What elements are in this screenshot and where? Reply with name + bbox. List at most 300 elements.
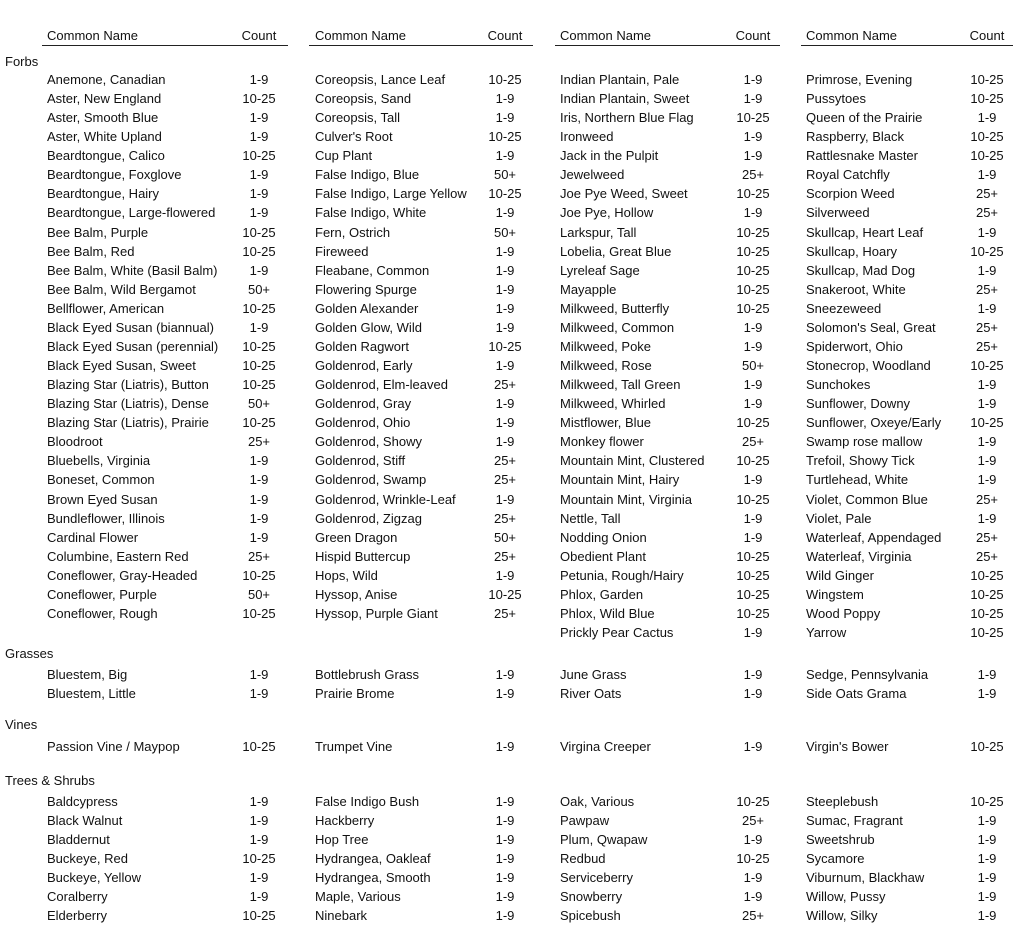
plant-common-name: Virgin's Bower bbox=[806, 739, 889, 754]
plant-common-name: Jewelweed bbox=[560, 167, 625, 183]
plant-count: 1-9 bbox=[977, 396, 997, 412]
plant-count: 10-25 bbox=[736, 300, 770, 316]
plant-common-name: Milkweed, Whirled bbox=[560, 396, 666, 412]
plant-common-name: Goldenrod, Stiff bbox=[315, 453, 406, 469]
plant-count: 10-25 bbox=[242, 377, 276, 393]
plant-common-name: Goldenrod, Swamp bbox=[315, 472, 427, 488]
plant-count: 1-9 bbox=[249, 110, 269, 126]
plant-count: 25+ bbox=[975, 281, 999, 297]
plant-common-name: Bee Balm, Wild Bergamot bbox=[47, 281, 196, 297]
column-header-count: Count bbox=[241, 28, 277, 43]
plant-count: 1-9 bbox=[495, 739, 515, 754]
plant-count: 25+ bbox=[247, 548, 271, 564]
plant-common-name: Goldenrod, Gray bbox=[315, 396, 412, 412]
plant-common-name: Lyreleaf Sage bbox=[560, 262, 640, 278]
plant-count: 1-9 bbox=[977, 262, 997, 278]
plant-count: 1-9 bbox=[249, 870, 269, 886]
plant-common-name: Queen of the Prairie bbox=[806, 110, 923, 126]
plant-common-name: Baldcypress bbox=[47, 794, 118, 809]
plant-count: 50+ bbox=[741, 358, 765, 374]
plant-common-name: Nodding Onion bbox=[560, 529, 647, 545]
plant-count: 1-9 bbox=[495, 319, 515, 335]
plant-count: 1-9 bbox=[743, 72, 763, 87]
plant-count: 10-25 bbox=[242, 224, 276, 240]
plant-common-name: Bluestem, Big bbox=[47, 667, 128, 682]
plant-common-name: Snowberry bbox=[560, 889, 623, 905]
plant-common-name: Hop Tree bbox=[315, 832, 369, 848]
plant-count: 1-9 bbox=[249, 205, 269, 221]
plant-common-name: Milkweed, Common bbox=[560, 319, 675, 335]
plant-common-name: Phlox, Wild Blue bbox=[560, 605, 655, 621]
plant-common-name: Buckeye, Red bbox=[47, 851, 128, 867]
plant-count: 25+ bbox=[493, 510, 517, 526]
plant-common-name: Skullcap, Mad Dog bbox=[806, 262, 916, 278]
plant-count: 10-25 bbox=[736, 851, 770, 867]
plant-count: 10-25 bbox=[970, 129, 1004, 145]
plant-common-name: Fireweed bbox=[315, 243, 369, 259]
header-underline bbox=[309, 45, 533, 46]
plant-count: 1-9 bbox=[743, 396, 763, 412]
plant-common-name: Hydrangea, Smooth bbox=[315, 870, 431, 886]
plant-count: 10-25 bbox=[970, 586, 1004, 602]
plant-count: 1-9 bbox=[977, 667, 997, 682]
plant-count: 1-9 bbox=[249, 667, 269, 682]
plant-common-name: Phlox, Garden bbox=[560, 586, 644, 602]
plant-count: 25+ bbox=[975, 529, 999, 545]
plant-common-name: Anemone, Canadian bbox=[47, 72, 166, 87]
plant-count: 1-9 bbox=[743, 529, 763, 545]
plant-common-name: Milkweed, Poke bbox=[560, 338, 652, 354]
plant-common-name: Ninebark bbox=[315, 908, 368, 924]
plant-common-name: Bottlebrush Grass bbox=[315, 667, 420, 682]
plant-count: 1-9 bbox=[249, 167, 269, 183]
plant-count: 1-9 bbox=[977, 224, 997, 240]
plant-count: 1-9 bbox=[249, 472, 269, 488]
plant-common-name: Plum, Qwapaw bbox=[560, 832, 648, 848]
plant-count: 25+ bbox=[741, 434, 765, 450]
plant-common-name: Bluebells, Virginia bbox=[47, 453, 151, 469]
plant-common-name: Iris, Northern Blue Flag bbox=[560, 110, 694, 126]
plant-count: 1-9 bbox=[249, 889, 269, 905]
plant-common-name: Cardinal Flower bbox=[47, 529, 139, 545]
plant-count: 1-9 bbox=[743, 338, 763, 354]
plant-count: 10-25 bbox=[242, 567, 276, 583]
plant-common-name: Sycamore bbox=[806, 851, 865, 867]
plant-count: 10-25 bbox=[242, 415, 276, 431]
plant-count: 10-25 bbox=[736, 243, 770, 259]
plant-common-name: Beardtongue, Hairy bbox=[47, 186, 160, 202]
plant-count: 10-25 bbox=[970, 358, 1004, 374]
plant-count: 10-25 bbox=[736, 586, 770, 602]
header-underline bbox=[555, 45, 780, 46]
plant-count: 10-25 bbox=[736, 262, 770, 278]
plant-common-name: June Grass bbox=[560, 667, 627, 682]
plant-count: 10-25 bbox=[736, 186, 770, 202]
plant-count: 10-25 bbox=[736, 281, 770, 297]
plant-common-name: Buckeye, Yellow bbox=[47, 870, 141, 886]
plant-common-name: Oak, Various bbox=[560, 794, 635, 809]
plant-count: 1-9 bbox=[249, 186, 269, 202]
plant-count: 10-25 bbox=[242, 338, 276, 354]
plant-count: 10-25 bbox=[242, 148, 276, 164]
plant-common-name: Waterleaf, Appendaged bbox=[806, 529, 942, 545]
column-header-common-name: Common Name bbox=[47, 28, 139, 43]
plant-count: 1-9 bbox=[249, 262, 269, 278]
plant-common-name: Maple, Various bbox=[315, 889, 401, 905]
plant-common-name: Blazing Star (Liatris), Prairie bbox=[47, 415, 209, 431]
plant-common-name: False Indigo, Blue bbox=[315, 167, 420, 183]
plant-count: 1-9 bbox=[249, 510, 269, 526]
plant-count: 25+ bbox=[975, 491, 999, 507]
plant-common-name: Goldenrod, Elm-leaved bbox=[315, 377, 448, 393]
plant-count: 1-9 bbox=[249, 319, 269, 335]
plant-count: 10-25 bbox=[736, 794, 770, 809]
plant-count: 1-9 bbox=[495, 300, 515, 316]
plant-common-name: Monkey flower bbox=[560, 434, 644, 450]
plant-common-name: Violet, Pale bbox=[806, 510, 872, 526]
plant-common-name: Bundleflower, Illinois bbox=[47, 510, 165, 526]
plant-common-name: Hispid Buttercup bbox=[315, 548, 411, 564]
plant-count: 1-9 bbox=[495, 281, 515, 297]
plant-common-name: Bee Balm, Red bbox=[47, 243, 135, 259]
plant-common-name: Virgina Creeper bbox=[560, 739, 651, 754]
plant-common-name: Passion Vine / Maypop bbox=[47, 739, 180, 754]
plant-common-name: False Indigo Bush bbox=[315, 794, 420, 809]
plant-count: 10-25 bbox=[970, 148, 1004, 164]
plant-count: 1-9 bbox=[977, 510, 997, 526]
plant-count: 1-9 bbox=[249, 794, 269, 809]
plant-count: 1-9 bbox=[495, 908, 515, 924]
plant-count: 25+ bbox=[975, 338, 999, 354]
plant-common-name: Raspberry, Black bbox=[806, 129, 905, 145]
plant-count: 1-9 bbox=[495, 262, 515, 278]
plant-count: 10-25 bbox=[736, 491, 770, 507]
plant-common-name: Sunchokes bbox=[806, 377, 871, 393]
plant-count: 1-9 bbox=[743, 625, 763, 641]
plant-count: 1-9 bbox=[495, 396, 515, 412]
plant-count: 1-9 bbox=[977, 908, 997, 924]
plant-count: 1-9 bbox=[495, 870, 515, 886]
column-header-common-name: Common Name bbox=[315, 28, 407, 43]
plant-count: 1-9 bbox=[977, 453, 997, 469]
plant-count: 1-9 bbox=[743, 148, 763, 164]
plant-common-name: Redbud bbox=[560, 851, 606, 867]
plant-count: 1-9 bbox=[495, 889, 515, 905]
plant-common-name: Black Eyed Susan (biannual) bbox=[47, 319, 214, 335]
plant-common-name: Hackberry bbox=[315, 813, 375, 829]
plant-common-name: Bee Balm, Purple bbox=[47, 224, 149, 240]
plant-common-name: Willow, Pussy bbox=[806, 889, 886, 905]
plant-common-name: Coreopsis, Tall bbox=[315, 110, 401, 126]
plant-common-name: Trefoil, Showy Tick bbox=[806, 453, 915, 469]
plant-common-name: Columbine, Eastern Red bbox=[47, 548, 189, 564]
plant-common-name: Turtlehead, White bbox=[806, 472, 909, 488]
plant-common-name: Joe Pye Weed, Sweet bbox=[560, 186, 688, 202]
plant-common-name: Stonecrop, Woodland bbox=[806, 358, 931, 374]
plant-count: 1-9 bbox=[495, 813, 515, 829]
plant-count: 1-9 bbox=[495, 358, 515, 374]
plant-common-name: Indian Plantain, Sweet bbox=[560, 91, 690, 107]
plant-common-name: Primrose, Evening bbox=[806, 72, 913, 87]
plant-common-name: Silverweed bbox=[806, 205, 870, 221]
plant-count: 10-25 bbox=[970, 739, 1004, 754]
plant-count: 1-9 bbox=[743, 377, 763, 393]
plant-count: 1-9 bbox=[249, 686, 269, 702]
plant-count: 1-9 bbox=[977, 686, 997, 702]
plant-common-name: Sedge, Pennsylvania bbox=[806, 667, 929, 682]
plant-common-name: Elderberry bbox=[47, 908, 107, 924]
plant-common-name: Indian Plantain, Pale bbox=[560, 72, 680, 87]
plant-count: 25+ bbox=[741, 167, 765, 183]
plant-count: 1-9 bbox=[495, 567, 515, 583]
plant-count: 1-9 bbox=[743, 205, 763, 221]
plant-count: 1-9 bbox=[743, 129, 763, 145]
plant-count: 10-25 bbox=[242, 243, 276, 259]
section-title: Trees & Shrubs bbox=[5, 773, 95, 788]
plant-count: 50+ bbox=[247, 586, 271, 602]
plant-common-name: Swamp rose mallow bbox=[806, 434, 923, 450]
plant-count: 10-25 bbox=[488, 586, 522, 602]
plant-common-name: Skullcap, Hoary bbox=[806, 243, 898, 259]
plant-count: 1-9 bbox=[977, 377, 997, 393]
plant-common-name: Coreopsis, Sand bbox=[315, 91, 412, 107]
plant-common-name: Flowering Spurge bbox=[315, 281, 417, 297]
plant-common-name: Coreopsis, Lance Leaf bbox=[315, 72, 446, 87]
plant-common-name: Serviceberry bbox=[560, 870, 633, 886]
plant-count: 1-9 bbox=[249, 813, 269, 829]
plant-count: 10-25 bbox=[242, 908, 276, 924]
plant-common-name: Sumac, Fragrant bbox=[806, 813, 903, 829]
plant-common-name: Bee Balm, White (Basil Balm) bbox=[47, 262, 218, 278]
plant-common-name: Boneset, Common bbox=[47, 472, 155, 488]
plant-common-name: Hyssop, Purple Giant bbox=[315, 605, 438, 621]
plant-count: 1-9 bbox=[977, 110, 997, 126]
section-title: Forbs bbox=[5, 54, 39, 69]
header-underline bbox=[801, 45, 1013, 46]
plant-count: 10-25 bbox=[970, 567, 1004, 583]
plant-common-name: Pawpaw bbox=[560, 813, 610, 829]
plant-count: 10-25 bbox=[970, 415, 1004, 431]
plant-common-name: Goldenrod, Wrinkle-Leaf bbox=[315, 491, 456, 507]
plant-common-name: Yarrow bbox=[806, 625, 847, 641]
plant-count: 1-9 bbox=[249, 832, 269, 848]
plant-count: 10-25 bbox=[736, 567, 770, 583]
plant-common-name: False Indigo, White bbox=[315, 205, 427, 221]
plant-count: 1-9 bbox=[743, 832, 763, 848]
plant-common-name: Steeplebush bbox=[806, 794, 879, 809]
plant-common-name: Fern, Ostrich bbox=[315, 224, 391, 240]
plant-common-name: Mountain Mint, Clustered bbox=[560, 453, 705, 469]
plant-count: 1-9 bbox=[977, 832, 997, 848]
plant-count: 50+ bbox=[247, 281, 271, 297]
plant-count: 25+ bbox=[975, 548, 999, 564]
plant-count: 1-9 bbox=[977, 167, 997, 183]
plant-count: 1-9 bbox=[495, 851, 515, 867]
plant-count: 10-25 bbox=[488, 129, 522, 145]
plant-common-name: Milkweed, Butterfly bbox=[560, 300, 670, 316]
plant-common-name: Aster, White Upland bbox=[47, 129, 162, 145]
plant-common-name: Hyssop, Anise bbox=[315, 586, 398, 602]
plant-common-name: Side Oats Grama bbox=[806, 686, 907, 702]
plant-common-name: Wingstem bbox=[806, 586, 864, 602]
plant-count: 1-9 bbox=[495, 667, 515, 682]
plant-common-name: Petunia, Rough/Hairy bbox=[560, 567, 684, 583]
plant-common-name: Coneflower, Gray-Headed bbox=[47, 567, 198, 583]
column-header-count: Count bbox=[969, 28, 1005, 43]
section-title: Grasses bbox=[5, 646, 54, 661]
plant-common-name: Prairie Brome bbox=[315, 686, 395, 702]
plant-common-name: Milkweed, Tall Green bbox=[560, 377, 681, 393]
plant-common-name: Milkweed, Rose bbox=[560, 358, 652, 374]
plant-count: 10-25 bbox=[242, 300, 276, 316]
plant-count: 1-9 bbox=[743, 667, 763, 682]
plant-common-name: Spiderwort, Ohio bbox=[806, 338, 903, 354]
plant-common-name: Mountain Mint, Virginia bbox=[560, 491, 692, 507]
plant-count: 1-9 bbox=[495, 491, 515, 507]
plant-count: 1-9 bbox=[743, 739, 763, 754]
plant-common-name: Bellflower, American bbox=[47, 300, 165, 316]
plant-common-name: Wild Ginger bbox=[806, 567, 874, 583]
plant-count: 50+ bbox=[247, 396, 271, 412]
plant-common-name: Blazing Star (Liatris), Button bbox=[47, 377, 209, 393]
plant-count: 1-9 bbox=[249, 129, 269, 145]
plant-count: 1-9 bbox=[249, 491, 269, 507]
plant-common-name: Viburnum, Blackhaw bbox=[806, 870, 925, 886]
plant-count: 1-9 bbox=[249, 529, 269, 545]
plant-common-name: Pussytoes bbox=[806, 91, 866, 107]
plant-count: 1-9 bbox=[495, 91, 515, 107]
plant-count: 10-25 bbox=[970, 91, 1004, 107]
plant-common-name: Coneflower, Purple bbox=[47, 586, 157, 602]
plant-count: 25+ bbox=[741, 813, 765, 829]
plant-common-name: Lobelia, Great Blue bbox=[560, 243, 672, 259]
plant-common-name: Bluestem, Little bbox=[47, 686, 136, 702]
plant-count: 1-9 bbox=[743, 91, 763, 107]
plant-count: 1-9 bbox=[977, 300, 997, 316]
plant-common-name: Mayapple bbox=[560, 281, 617, 297]
plant-count: 10-25 bbox=[970, 605, 1004, 621]
plant-common-name: Larkspur, Tall bbox=[560, 224, 637, 240]
plant-count: 1-9 bbox=[977, 889, 997, 905]
plant-count: 10-25 bbox=[970, 794, 1004, 809]
plant-count: 1-9 bbox=[743, 472, 763, 488]
plant-count: 10-25 bbox=[736, 605, 770, 621]
plant-common-name: Joe Pye, Hollow bbox=[560, 205, 654, 221]
plant-common-name: Obedient Plant bbox=[560, 548, 647, 564]
plant-common-name: Waterleaf, Virginia bbox=[806, 548, 912, 564]
plant-common-name: Willow, Silky bbox=[806, 908, 878, 924]
plant-common-name: Bloodroot bbox=[47, 434, 103, 450]
plant-common-name: Nettle, Tall bbox=[560, 510, 621, 526]
plant-common-name: Green Dragon bbox=[315, 529, 398, 545]
plant-count: 25+ bbox=[493, 453, 517, 469]
plant-count: 1-9 bbox=[977, 870, 997, 886]
plant-common-name: Hops, Wild bbox=[315, 567, 378, 583]
plant-common-name: River Oats bbox=[560, 686, 622, 702]
plant-count: 10-25 bbox=[970, 243, 1004, 259]
plant-count: 25+ bbox=[493, 377, 517, 393]
plant-common-name: Blazing Star (Liatris), Dense bbox=[47, 396, 209, 412]
plant-count: 1-9 bbox=[977, 851, 997, 867]
plant-count: 1-9 bbox=[495, 686, 515, 702]
plant-common-name: Royal Catchfly bbox=[806, 167, 890, 183]
plant-common-name: Snakeroot, White bbox=[806, 281, 906, 297]
plant-common-name: Black Eyed Susan, Sweet bbox=[47, 358, 196, 374]
plant-count: 1-9 bbox=[743, 510, 763, 526]
plant-common-name: Golden Glow, Wild bbox=[315, 319, 422, 335]
plant-count: 10-25 bbox=[488, 72, 522, 87]
plant-common-name: Coneflower, Rough bbox=[47, 605, 158, 621]
plant-count: 10-25 bbox=[736, 548, 770, 564]
section-title: Vines bbox=[5, 717, 38, 732]
plant-count: 1-9 bbox=[495, 415, 515, 431]
column-header-count: Count bbox=[487, 28, 523, 43]
plant-common-name: Fleabane, Common bbox=[315, 262, 430, 278]
plant-count: 25+ bbox=[975, 186, 999, 202]
plant-common-name: Sweetshrub bbox=[806, 832, 875, 848]
plant-common-name: Ironweed bbox=[560, 129, 614, 145]
plant-count: 10-25 bbox=[242, 358, 276, 374]
plant-count: 25+ bbox=[247, 434, 271, 450]
plant-count: 10-25 bbox=[970, 625, 1004, 641]
plant-count: 1-9 bbox=[495, 794, 515, 809]
plant-common-name: Spicebush bbox=[560, 908, 621, 924]
plant-count: 1-9 bbox=[743, 889, 763, 905]
plant-common-name: Beardtongue, Foxglove bbox=[47, 167, 182, 183]
plant-common-name: Prickly Pear Cactus bbox=[560, 625, 674, 641]
plant-count: 1-9 bbox=[495, 205, 515, 221]
plant-common-name: Rattlesnake Master bbox=[806, 148, 918, 164]
plant-count: 1-9 bbox=[495, 832, 515, 848]
plant-common-name: Mistflower, Blue bbox=[560, 415, 652, 431]
plant-count: 1-9 bbox=[743, 319, 763, 335]
plant-count: 25+ bbox=[493, 548, 517, 564]
plant-common-name: Culver's Root bbox=[315, 129, 393, 145]
plant-common-name: Golden Ragwort bbox=[315, 338, 409, 354]
plant-count: 10-25 bbox=[242, 739, 276, 754]
plant-count: 10-25 bbox=[488, 186, 522, 202]
plant-common-name: Goldenrod, Early bbox=[315, 358, 413, 374]
plant-count: 1-9 bbox=[977, 813, 997, 829]
plant-common-name: Sunflower, Oxeye/Early bbox=[806, 415, 942, 431]
column-header-common-name: Common Name bbox=[560, 28, 652, 43]
plant-count: 50+ bbox=[493, 529, 517, 545]
plant-common-name: Goldenrod, Zigzag bbox=[315, 510, 422, 526]
plant-common-name: Beardtongue, Large-flowered bbox=[47, 205, 216, 221]
plant-count: 10-25 bbox=[242, 605, 276, 621]
plant-count: 10-25 bbox=[242, 851, 276, 867]
plant-count: 10-25 bbox=[970, 72, 1004, 87]
plant-common-name: Skullcap, Heart Leaf bbox=[806, 224, 924, 240]
plant-common-name: Brown Eyed Susan bbox=[47, 491, 158, 507]
plant-common-name: Golden Alexander bbox=[315, 300, 419, 316]
plant-count: 25+ bbox=[975, 319, 999, 335]
plant-count: 1-9 bbox=[495, 243, 515, 259]
plant-count: 1-9 bbox=[495, 148, 515, 164]
plant-common-name: Goldenrod, Ohio bbox=[315, 415, 411, 431]
column-header-count: Count bbox=[735, 28, 771, 43]
plant-common-name: Coralberry bbox=[47, 889, 108, 905]
column-header-common-name: Common Name bbox=[806, 28, 898, 43]
plant-common-name: Goldenrod, Showy bbox=[315, 434, 422, 450]
plant-common-name: Wood Poppy bbox=[806, 605, 881, 621]
plant-count: 1-9 bbox=[743, 686, 763, 702]
plant-common-name: Cup Plant bbox=[315, 148, 373, 164]
plant-common-name: Scorpion Weed bbox=[806, 186, 895, 202]
plant-common-name: Sunflower, Downy bbox=[806, 396, 911, 412]
plant-common-name: Solomon's Seal, Great bbox=[806, 319, 936, 335]
plant-count: 1-9 bbox=[495, 434, 515, 450]
